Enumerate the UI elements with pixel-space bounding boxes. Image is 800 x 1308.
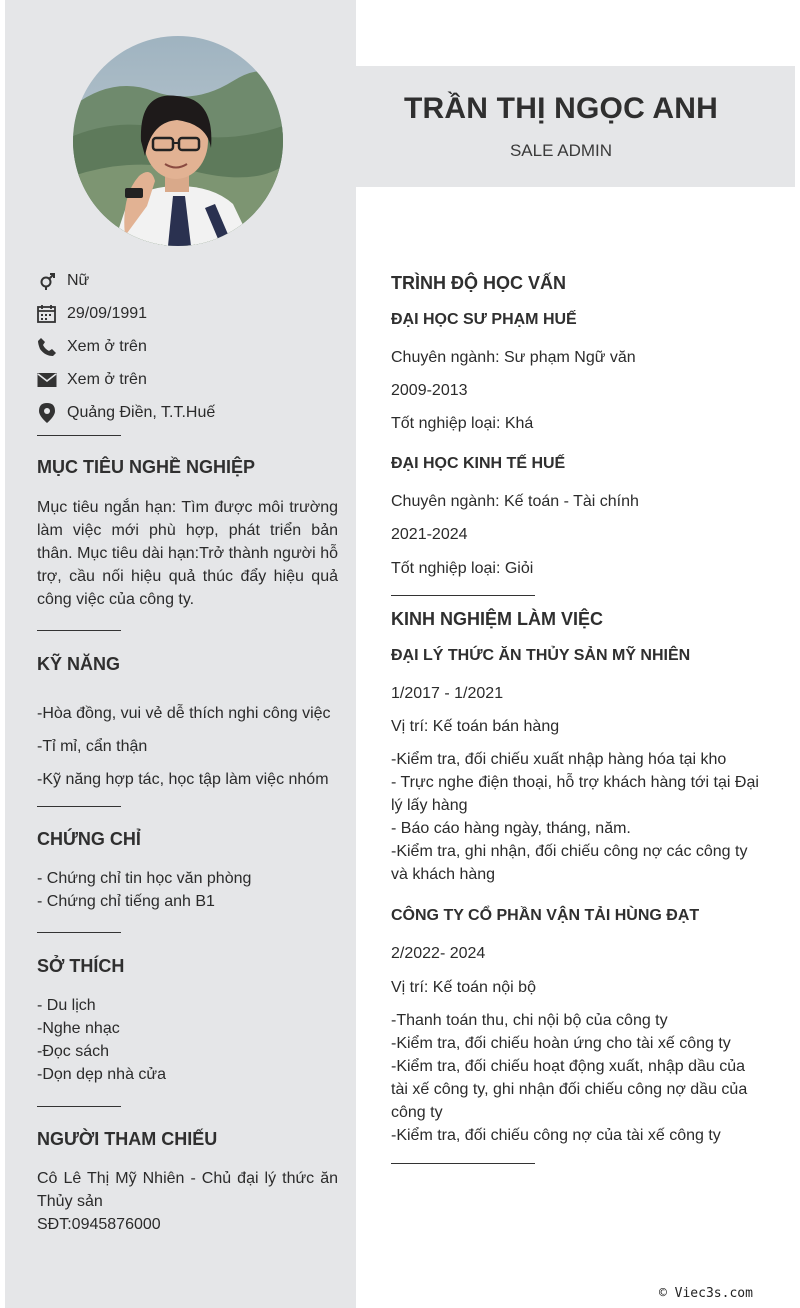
birthdate-value: 29/09/1991 <box>67 305 148 322</box>
school-major: Chuyên ngành: Sư phạm Ngữ văn <box>391 349 636 366</box>
address-value: Quảng Điền, T.T.Huế <box>67 404 216 421</box>
divider <box>391 1163 535 1164</box>
contact-address <box>37 402 215 424</box>
objective-heading: MỤC TIÊU NGHỀ NGHIỆP <box>37 457 256 477</box>
divider <box>37 806 121 807</box>
education-heading: TRÌNH ĐỘ HỌC VẤN <box>391 273 566 293</box>
certificates-heading: CHỨNG CHỈ <box>37 829 141 849</box>
job-position: Vị trí: Kế toán nội bộ <box>391 979 536 996</box>
hobbies-heading: SỞ THÍCH <box>37 956 125 976</box>
header-band <box>356 66 795 187</box>
hobby-item: -Dọn dẹp nhà cửa <box>37 1066 167 1083</box>
contact-email <box>37 369 147 391</box>
school-major: Chuyên ngành: Kế toán - Tài chính <box>391 493 639 510</box>
job-duty: -Thanh toán thu, chi nội bộ của công ty <box>391 1012 668 1029</box>
school-grade: Tốt nghiệp loại: Khá <box>391 415 534 432</box>
hobby-item: -Nghe nhạc <box>37 1020 120 1037</box>
job-duty: -Kiểm tra, đối chiếu hoàn ứng cho tài xế công ty <box>391 1035 731 1052</box>
job-duty: -Kiểm tra, đối chiếu hoạt động xuất, nhập dầu của tài xế công ty, ghi nhận đối chiếu công nợ dầu của công ty <box>391 1058 748 1121</box>
profile-photo <box>73 36 283 246</box>
email-value: Xem ở trên <box>67 371 147 388</box>
reference-text: Cô Lê Thị Mỹ Nhiên - Chủ đại lý thức ăn Thủy sản <box>37 1170 338 1210</box>
contact-gender <box>37 270 89 292</box>
job-period: 1/2017 - 1/2021 <box>391 685 504 702</box>
candidate-name: TRẦN THỊ NGỌC ANH <box>404 92 718 125</box>
gender-value: Nữ <box>67 272 90 289</box>
phone-icon <box>37 337 57 357</box>
objective-text: Mục tiêu ngắn hạn: Tìm được môi trường làm việc mới phù hợp, phát triển bản thân. Mục tiêu dài hạn:Trở thành người hỗ trợ, cầu nối hiệu quả thúc đẩy hiệu quả công việc của công ty. <box>37 499 338 608</box>
job-period: 2/2022- 2024 <box>391 945 486 962</box>
gender-icon <box>37 271 57 291</box>
divider <box>37 435 121 436</box>
company-name: CÔNG TY CỔ PHẦN VẬN TẢI HÙNG ĐẠT <box>391 907 700 924</box>
school-name: ĐẠI HỌC KINH TẾ HUẾ <box>391 455 566 472</box>
calendar-icon <box>37 304 57 324</box>
divider <box>37 932 121 933</box>
skill-item: -Kỹ năng hợp tác, học tập làm việc nhóm <box>37 771 329 788</box>
job-position: Vị trí: Kế toán bán hàng <box>391 718 560 735</box>
reference-heading: NGƯỜI THAM CHIẾU <box>37 1129 218 1149</box>
divider <box>391 595 535 596</box>
hobby-item: - Du lịch <box>37 997 96 1014</box>
reference-phone: SĐT:0945876000 <box>37 1216 161 1233</box>
school-name: ĐẠI HỌC SƯ PHẠM HUẾ <box>391 311 577 328</box>
certificate-item: - Chứng chỉ tiếng anh B1 <box>37 893 215 910</box>
school-grade: Tốt nghiệp loại: Giỏi <box>391 560 534 577</box>
job-duties <box>391 748 761 886</box>
contact-phone <box>37 336 147 358</box>
skill-item: -Hòa đồng, vui vẻ dễ thích nghi công việc <box>37 705 331 722</box>
skills-heading: KỸ NĂNG <box>37 654 121 674</box>
job-duty: - Báo cáo hàng ngày, tháng, năm. <box>391 820 631 837</box>
divider <box>37 1106 121 1107</box>
candidate-title: SALE ADMIN <box>509 141 613 160</box>
email-icon <box>37 370 57 390</box>
job-duties <box>391 1009 761 1147</box>
divider <box>37 630 121 631</box>
copyright: © Viec3s.com <box>659 1286 753 1301</box>
school-years: 2021-2024 <box>391 526 468 543</box>
school-years: 2009-2013 <box>391 382 468 399</box>
company-name: ĐẠI LÝ THỨC ĂN THỦY SẢN MỸ NHIÊN <box>391 647 691 664</box>
job-duty: -Kiểm tra, đối chiếu công nợ của tài xế công ty <box>391 1127 721 1144</box>
experience-heading: KINH NGHIỆM LÀM VIỆC <box>391 609 604 629</box>
hobby-item: -Đọc sách <box>37 1043 110 1060</box>
job-duty: -Kiểm tra, ghi nhận, đối chiếu công nợ các công ty và khách hàng <box>391 843 748 883</box>
phone-value: Xem ở trên <box>67 338 147 355</box>
job-duty: - Trực nghe điện thoại, hỗ trợ khách hàng tới tại Đại lý lấy hàng <box>391 774 759 814</box>
job-duty: -Kiểm tra, đối chiếu xuất nhập hàng hóa tại kho <box>391 751 727 768</box>
location-icon <box>37 403 57 423</box>
contact-birthdate <box>37 303 147 325</box>
certificate-item: - Chứng chỉ tin học văn phòng <box>37 870 252 887</box>
skill-item: -Tỉ mỉ, cẩn thận <box>37 738 148 755</box>
